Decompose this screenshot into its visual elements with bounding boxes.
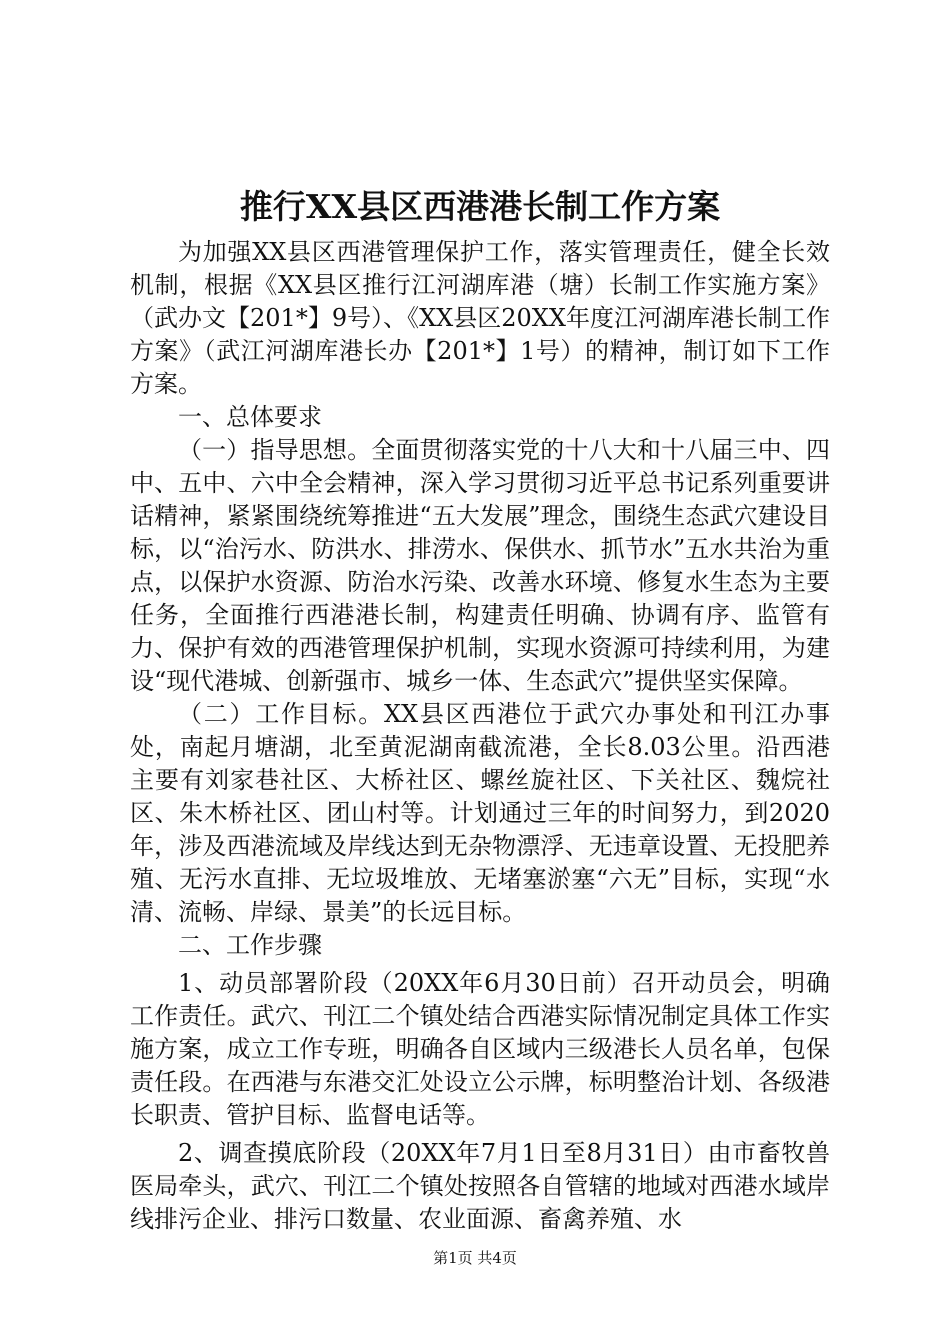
paragraph-step-investigation: 2、调查摸底阶段（20XX年7月1日至8月31日）由市畜牧兽医局牵头，武穴、刊江二个镇处按照各自管辖的地域对西港水域岸线排污企业、排污口数量、农业面源、畜禽养殖、水 (130, 1139, 830, 1233)
paragraph-work-goals: （二）工作目标。XX县区西港位于武穴办事处和刊江办事处，南起月塘湖，北至黄泥湖南截流港，全长8.03公里。沿西港主要有刘家巷社区、大桥社区、螺丝旋社区、下关社区、魏烷社区、朱木桥社区、团山村等。计划通过三年的时间努力，到2020年，涉及西港流域及岸线达到无杂物漂浮、无违章设置、无投肥养殖、无污水直排、无垃圾堆放、无堵塞淤塞“六无”目标，实现“水清、流畅、岸绿、景美”的长远目标。 (130, 700, 830, 926)
document-body (130, 236, 830, 1236)
section-heading-general-requirements: 一、总体要求 (178, 403, 322, 431)
section-heading-work-steps: 二、工作步骤 (178, 931, 322, 959)
paragraph-step-mobilization: 1、动员部署阶段（20XX年6月30日前）召开动员会，明确工作责任。武穴、刊江二个镇处结合西港实际情况制定具体工作实施方案，成立工作专班，明确各自区域内三级港长人员名单，包保责任段。在西港与东港交汇处设立公示牌，标明整治计划、各级港长职责、管护目标、监督电话等。 (130, 969, 830, 1129)
document-title: 推行XX县区西港港长制工作方案 (239, 187, 721, 226)
page-number-footer: 第1页 共4页 (433, 1249, 517, 1267)
paragraph-intro: 为加强XX县区西港管理保护工作，落实管理责任，健全长效机制，根据《XX县区推行江河湖库港（塘）长制工作实施方案》（武办文【201*】9号）、《XX县区20XX年度江河湖库港长制工作方案》（武江河湖库港长办【201*】1号）的精神，制订如下工作方案。 (130, 238, 830, 398)
paragraph-guiding-ideology: （一）指导思想。全面贯彻落实党的十八大和十八届三中、四中、五中、六中全会精神，深入学习贯彻习近平总书记系列重要讲话精神，紧紧围绕统筹推进“五大发展”理念，围绕生态武穴建设目标，以“治污水、防洪水、排涝水、保供水、抓节水”五水共治为重点，以保护水资源、防治水污染、改善水环境、修复水生态为主要任务，全面推行西港港长制，构建责任明确、协调有序、监管有力、保护有效的西港管理保护机制，实现水资源可持续利用，为建设“现代港城、创新强市、城乡一体、生态武穴”提供坚实保障。 (130, 436, 830, 695)
